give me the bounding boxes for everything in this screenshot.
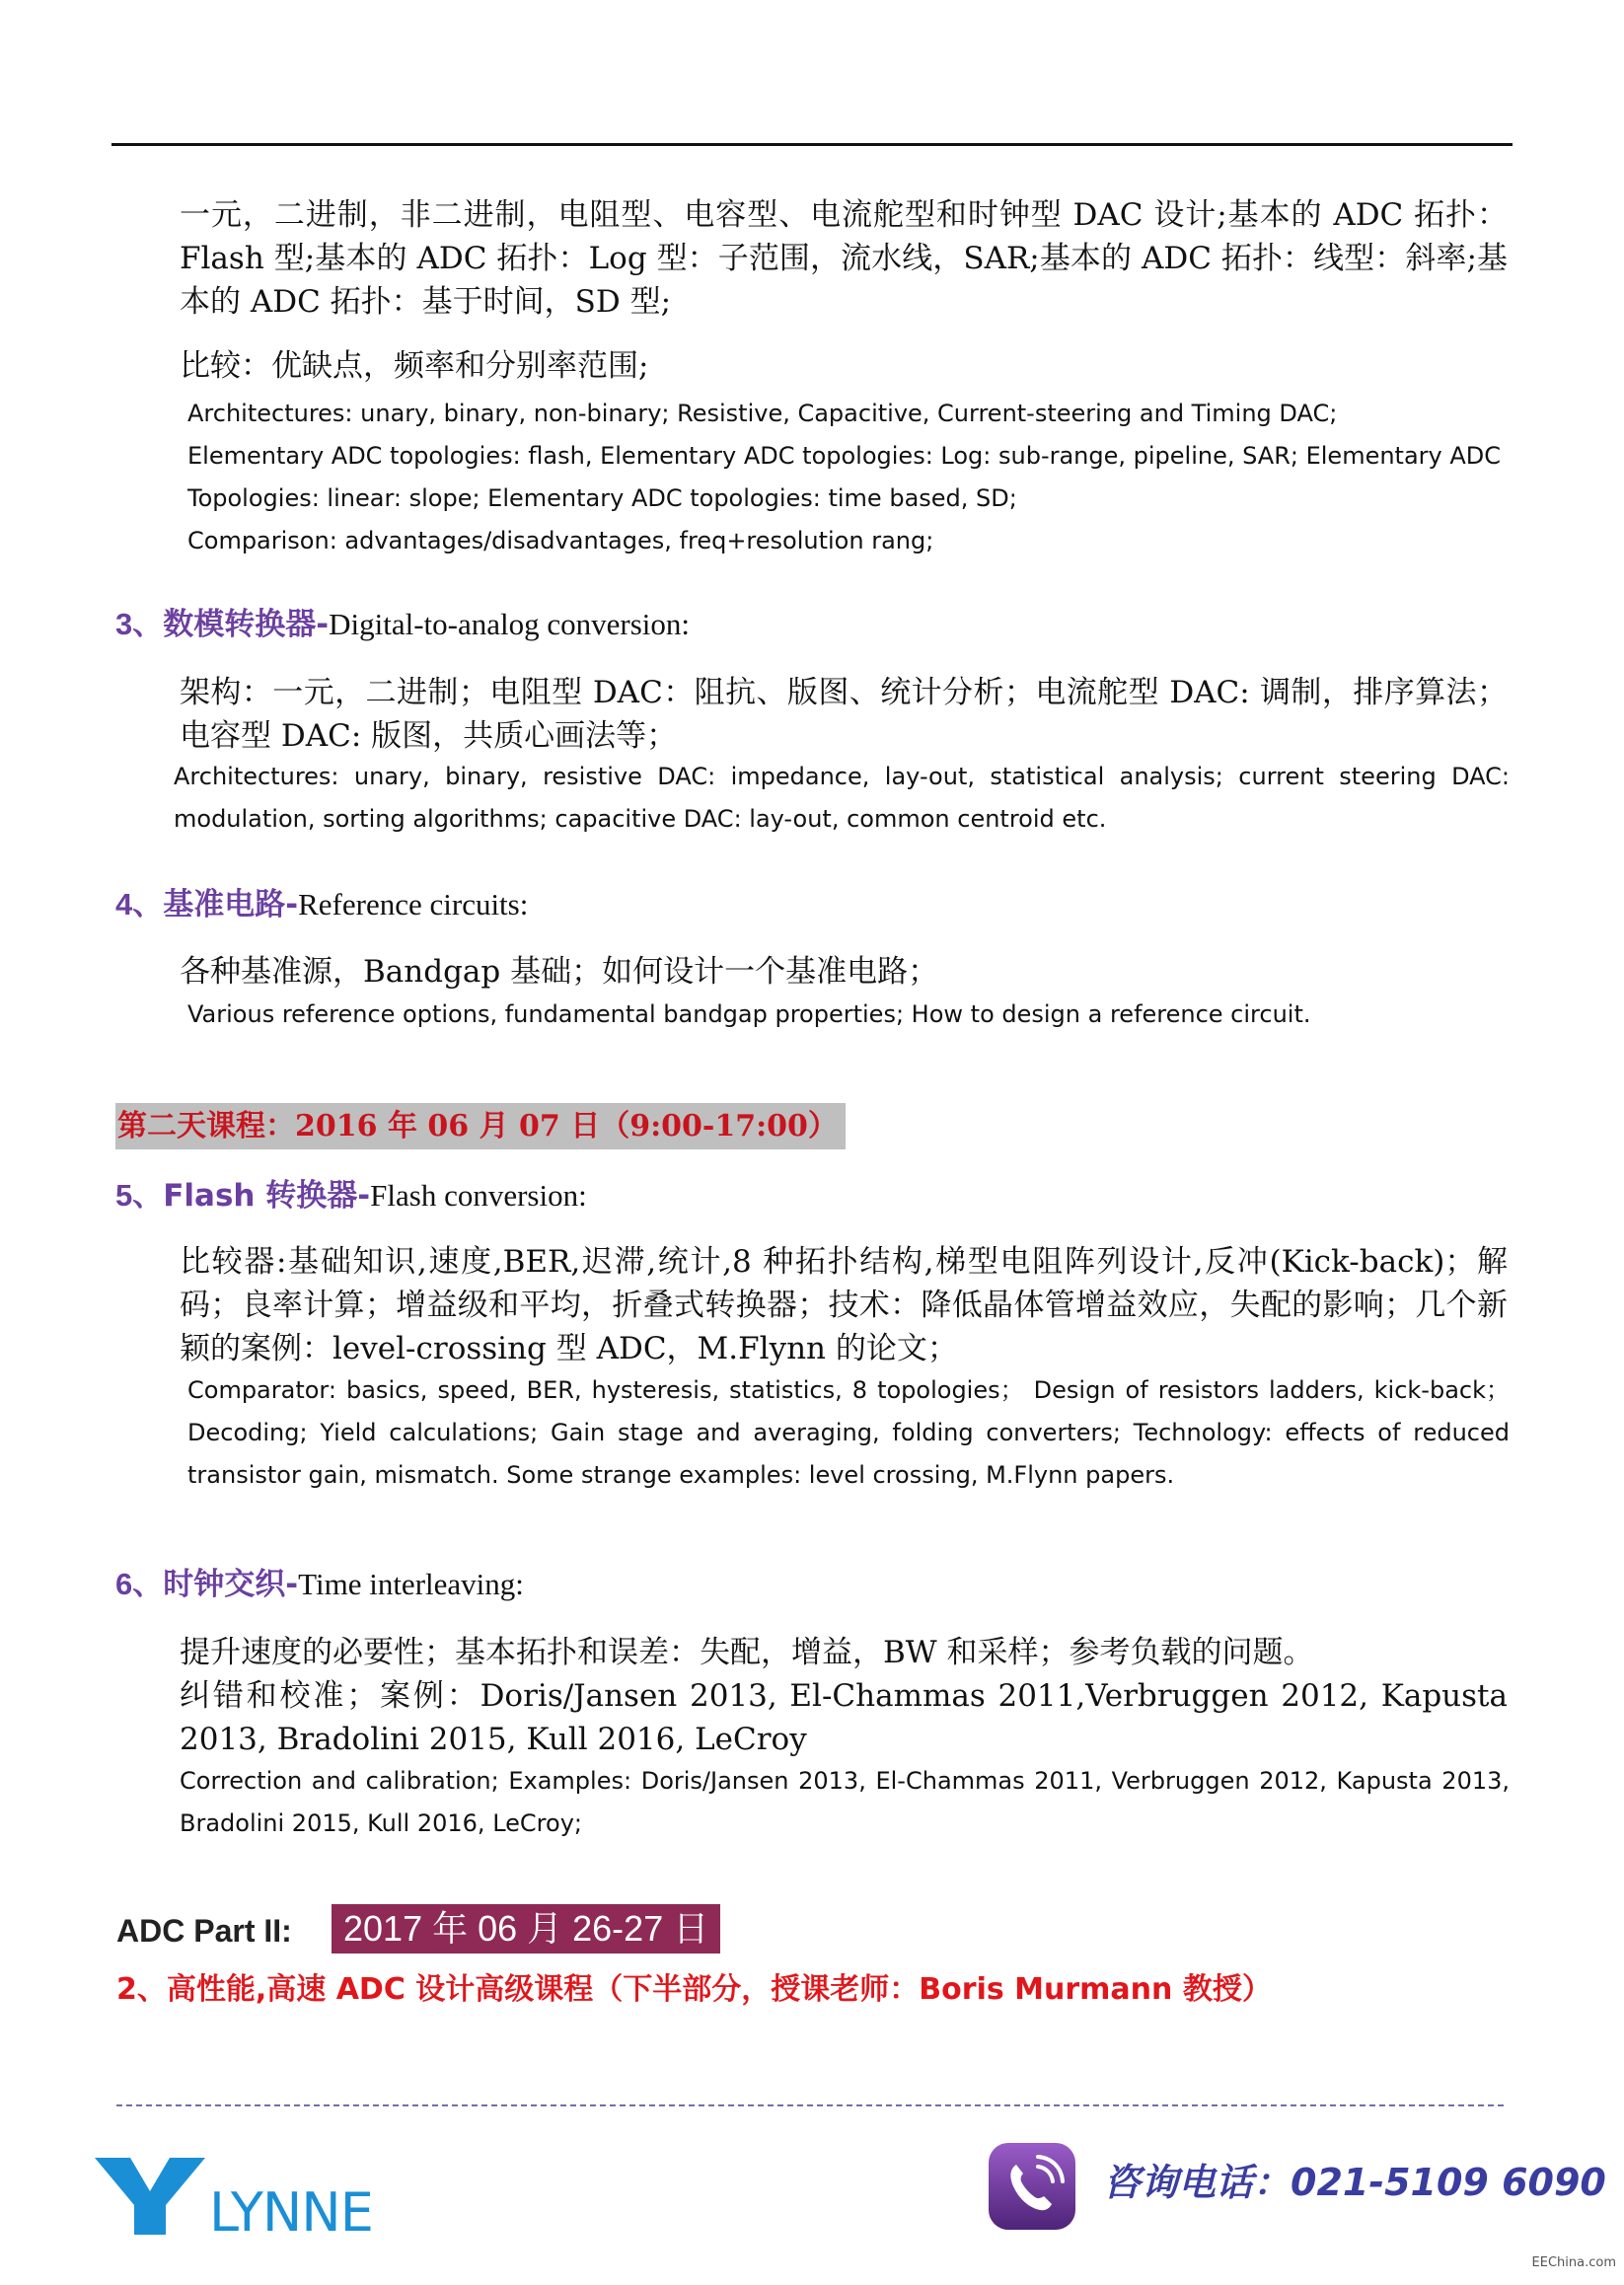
- section5-heading: [115, 1174, 587, 1217]
- section5-title-en: Flash conversion:: [370, 1178, 587, 1213]
- footer-divider: [116, 2104, 1504, 2106]
- lynne-logo-graphic: [93, 2154, 399, 2237]
- contact-phone-number: 咨询电话：021-5109 6090: [1103, 2161, 1606, 2204]
- section3-cn-paragraph: 架构：一元，二进制；电阻型 DAC：阻抗、版图、统计分析；电流舵型 DAC: 调制，排序算法；电容型 DAC: 版图，共质心画法等；: [180, 675, 1508, 754]
- section4-number: 4、: [115, 887, 164, 921]
- section5-title-cn: Flash 转换器-: [163, 1178, 371, 1214]
- section2-cn-paragraph: 一元，二进制，非二进制，电阻型、电容型、电流舵型和时钟型 DAC 设计;基本的 ADC 拓扑：Flash 型;基本的 ADC 拓扑：Log 型：子范围，流水线，SAR;基本的 ADC 拓扑：线型：斜率;基本的 ADC 拓扑：基于时间，SD 型;: [180, 197, 1508, 320]
- section2-en-line: Comparison: advantages/disadvantages, freq+resolution rang;: [187, 527, 934, 554]
- section3-heading: [115, 603, 690, 646]
- lynne-logo-text: LYNNE: [209, 2181, 373, 2237]
- section4-title-cn: 基准电路-: [163, 887, 299, 922]
- section5-en-paragraph: Comparator: basics, speed, BER, hysteresis, statistics, 8 topologies； Design of resistors ladders, kick-back；Decoding; Yield calculations; Gain stage and averaging, folding converters; Technology: effects of reduced transistor gain, mismatch. Some strange examples: level crossing, M.Flynn papers.: [187, 1376, 1510, 1489]
- section6-en-paragraph: Correction and calibration; Examples: Doris/Jansen 2013, El-Chammas 2011, Verbruggen 2012, Kapusta 2013, Bradolini 2015, Kull 2016, LeCroy;: [180, 1767, 1510, 1837]
- section6-heading: [115, 1563, 524, 1606]
- part2-course-title: 2、高性能,高速 ADC 设计高级课程（下半部分，授课老师：Boris Murmann 教授）: [116, 1972, 1272, 2007]
- part2-date-badge: 2017 年 06 月 26-27 日: [332, 1904, 720, 1953]
- top-divider: [111, 143, 1513, 146]
- lynne-logo: [93, 2154, 399, 2237]
- lynne-logo-y-mark: [95, 2158, 205, 2235]
- section4-cn-paragraph: 各种基准源，Bandgap 基础；如何设计一个基准电路；: [180, 954, 939, 990]
- section4-title-en: Reference circuits:: [298, 887, 529, 921]
- section2-en-line: Architectures: unary, binary, non-binary; Resistive, Capacitive, Current-steering and Timing DAC;: [187, 400, 1338, 427]
- section6-cn-paragraph: 提升速度的必要性；基本拓扑和误差：失配，增益，BW 和采样；参考负载的问题。: [180, 1635, 1314, 1670]
- section4-heading: [115, 883, 528, 926]
- section4-en-paragraph: Various reference options, fundamental bandgap properties; How to design a reference circuit.: [187, 1000, 1311, 1028]
- section5-cn-paragraph: 比较器:基础知识,速度,BER,迟滞,统计,8 种拓扑结构,梯型电阻阵列设计,反冲(Kick-back)；解码；良率计算；增益级和平均，折叠式转换器；技术：降低晶体管增益效应，失配的影响；几个新颖的案例：level-crossing 型 ADC，M.Flynn 的论文；: [180, 1244, 1508, 1366]
- section6-cn-cases: 纠错和校准；案例：Doris/Jansen 2013, El-Chammas 2011,Verbruggen 2012, Kapusta 2013, Bradolini 2015, Kull 2016, LeCroy: [180, 1678, 1508, 1757]
- section3-en-paragraph: Architectures: unary, binary, resistive DAC: impedance, lay-out, statistical analysis; current steering DAC: modulation, sorting algorithms; capacitive DAC: lay-out, common centroid etc.: [174, 763, 1510, 833]
- section3-number: 3、: [115, 607, 164, 641]
- section3-title-en: Digital-to-analog conversion:: [329, 607, 690, 641]
- section5-number: 5、: [115, 1178, 164, 1213]
- part2-label: ADC Part II:: [116, 1913, 292, 1949]
- section2-en-line: Elementary ADC topologies: flash, Elementary ADC topologies: Log: sub-range, pipeline, SAR; Elementary ADC: [187, 442, 1502, 470]
- site-watermark: EEChina.com: [1531, 2255, 1616, 2270]
- section2-en-line: Topologies: linear: slope; Elementary ADC topologies: time based, SD;: [187, 484, 1017, 512]
- section6-title-cn: 时钟交织-: [163, 1567, 299, 1602]
- section3-title-cn: 数模转换器-: [163, 607, 330, 642]
- section2-cn-comparison: 比较：优缺点，频率和分别率范围;: [180, 348, 649, 384]
- phone-icon: [987, 2141, 1077, 2232]
- section6-number: 6、: [115, 1567, 164, 1601]
- section6-title-en: Time interleaving:: [298, 1567, 524, 1601]
- day2-schedule-banner: 第二天课程：2016 年 06 月 07 日（9:00-17:00）: [115, 1103, 846, 1149]
